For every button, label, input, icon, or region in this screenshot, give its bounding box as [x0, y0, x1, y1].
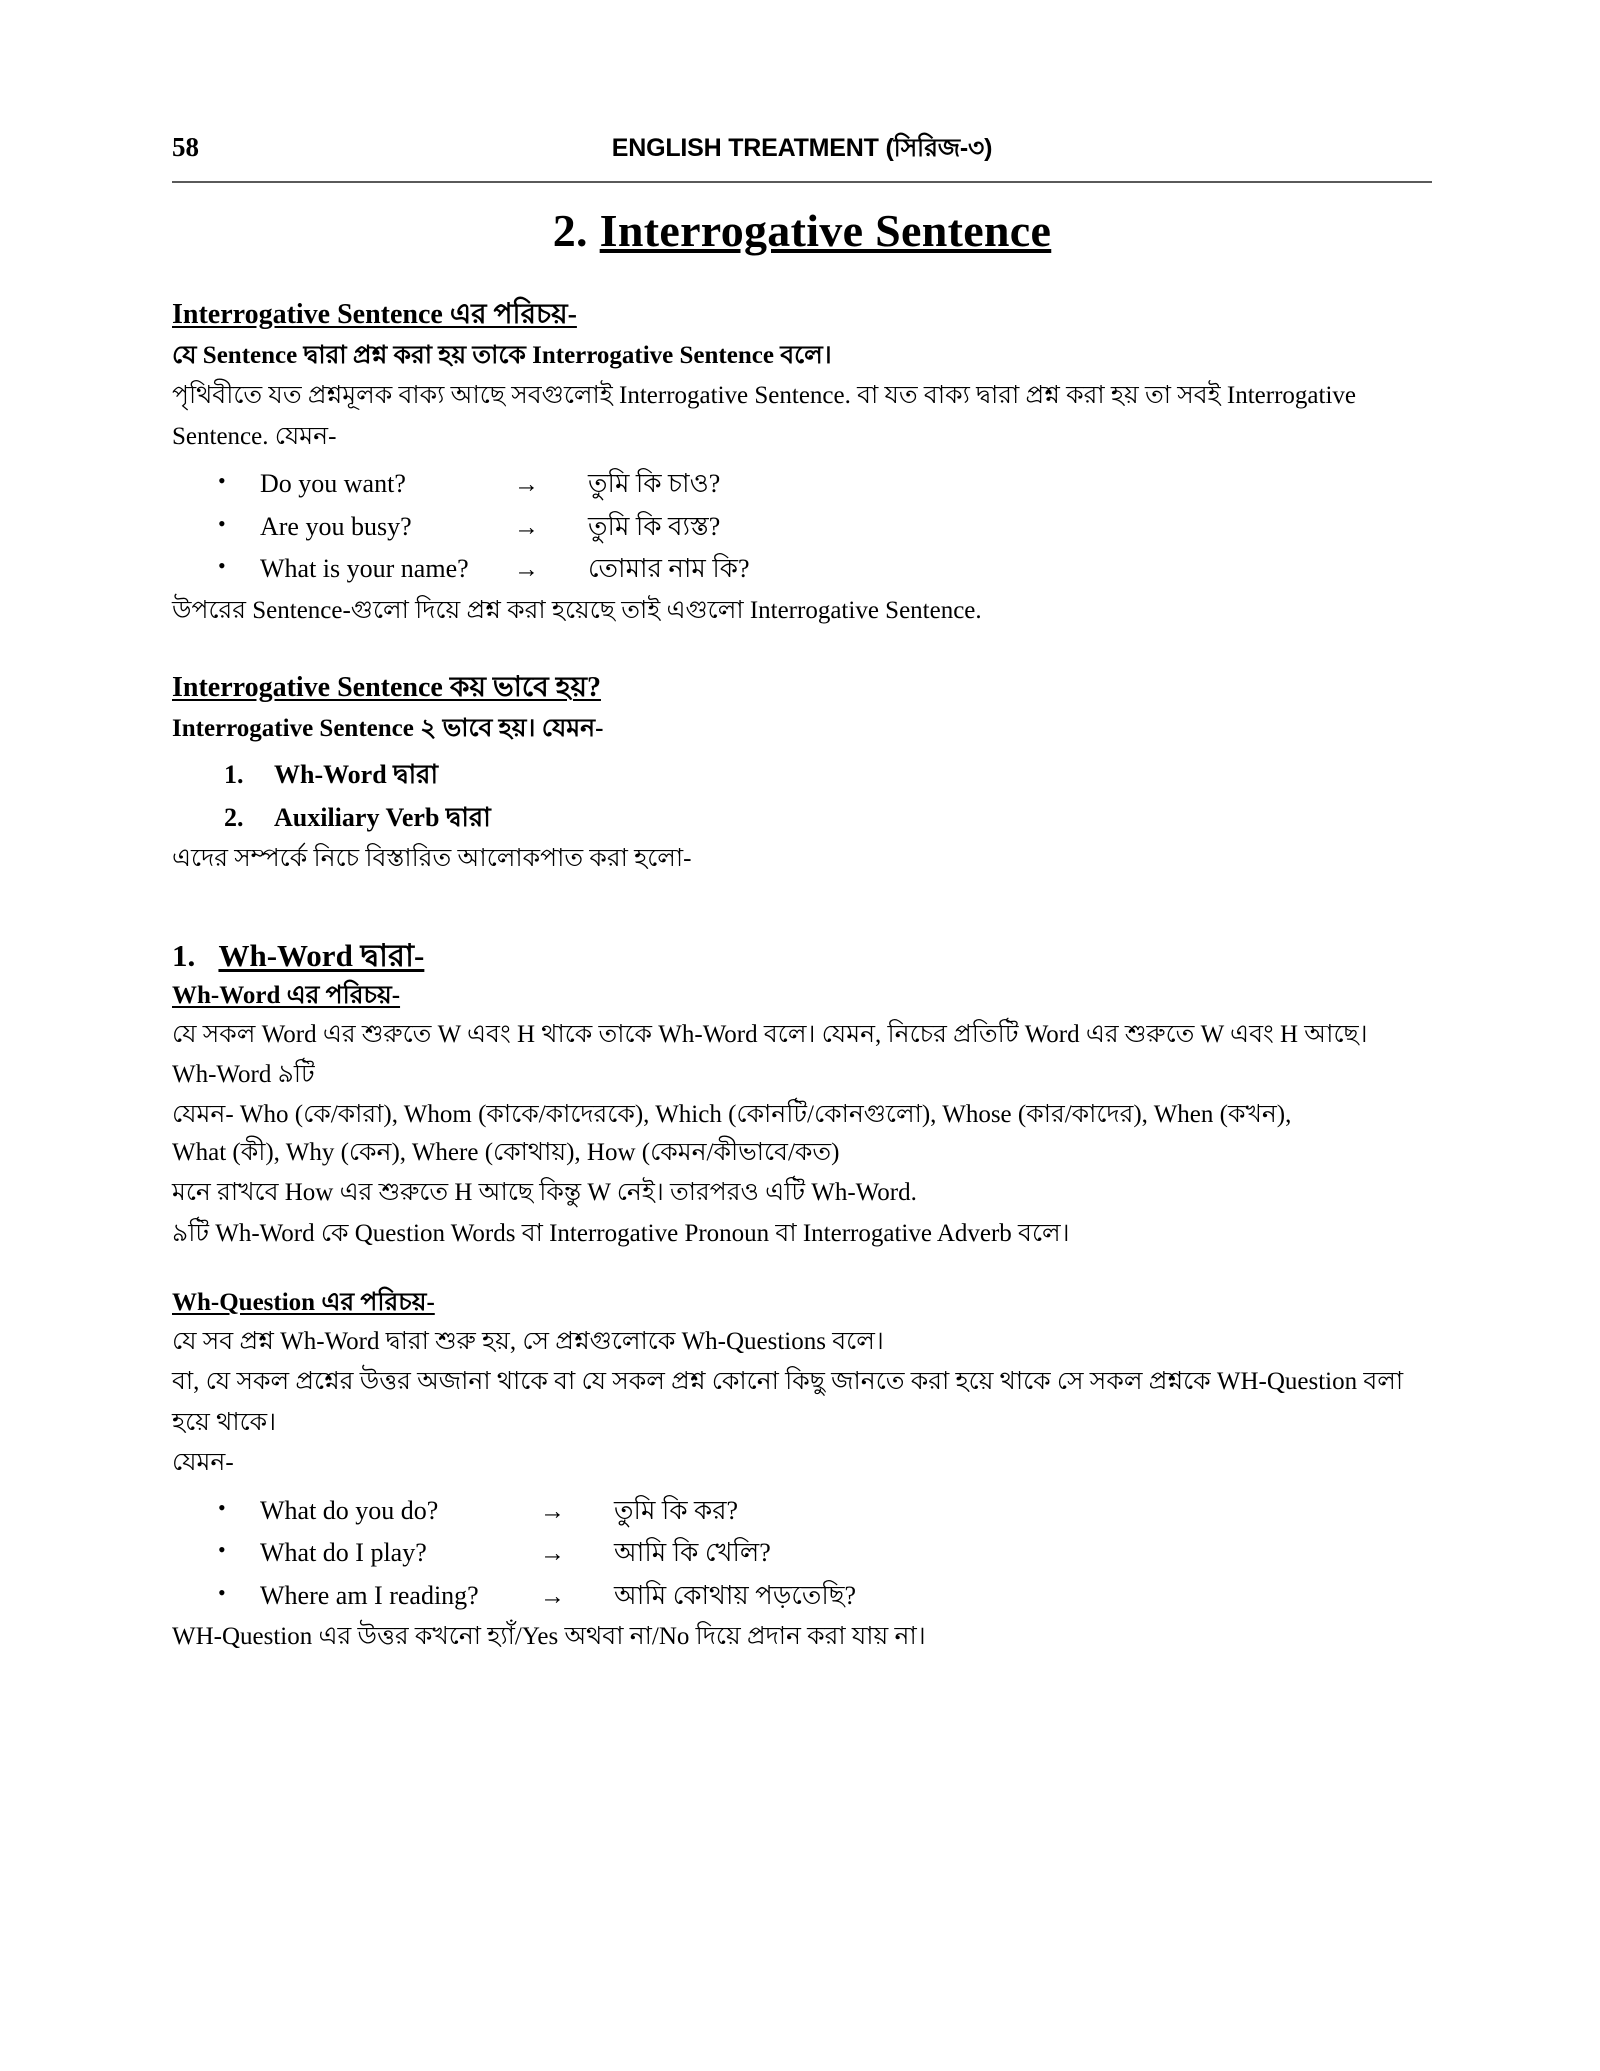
example-bangla: তুমি কি ব্যস্ত?: [588, 511, 721, 541]
list-index: 1.: [224, 759, 244, 789]
section3-note: মনে রাখবে How এর শুরুতে H আছে কিন্তু W নেই। তারপরও এটি Wh-Word.: [172, 1179, 917, 1207]
example-bangla: তুমি কি কর?: [614, 1495, 739, 1525]
section2-heading: Interrogative Sentence কয় ভাবে হয়?: [172, 672, 601, 704]
section3-definition: যে সকল Word এর শুরুতে W এবং H থাকে তাকে Wh-Word বলে। যেমন, নিচের প্রতিটি Word এর শুরুতে W এবং H আছে।: [172, 1020, 1368, 1048]
list-item: [218, 1490, 1432, 1533]
example-bangla: তোমার নাম কি?: [588, 554, 750, 584]
list-item: [218, 1575, 1432, 1618]
list-item: [218, 548, 1432, 591]
section1-closing: উপরের Sentence-গুলো দিয়ে প্রশ্ন করা হয়েছে তাই এগুলো Interrogative Sentence.: [172, 596, 982, 624]
section2-type-list: [172, 754, 1432, 839]
section4-alternate: বা, যে সকল প্রশ্নের উত্তর অজানা থাকে বা যে সকল প্রশ্ন কোনো কিছু জানতে করা হয়ে থাকে সে সকল প্রশ্নকে WH-Question বলা হয়ে থাকে।: [172, 1368, 1404, 1436]
section3-subheading: Wh-Word এর পরিচয়-: [172, 982, 401, 1010]
chapter-number: 2.: [552, 205, 588, 256]
section4-definition: যে সব প্রশ্ন Wh-Word দ্বারা শুরু হয়, সে প্রশ্নগুলোকে Wh-Questions বলে।: [172, 1327, 884, 1355]
list-label: Wh-Word দ্বারা: [274, 759, 439, 789]
page-content: [172, 0, 1432, 1658]
bullet-icon: •: [218, 468, 226, 494]
list-item: [218, 463, 1432, 506]
bullet-icon: •: [218, 1579, 226, 1605]
section4-example-label: যেমন-: [172, 1449, 234, 1477]
example-english: Do you want?: [260, 469, 406, 499]
section2-intro: Interrogative Sentence ২ ভাবে হয়। যেমন-: [172, 715, 604, 743]
section3-heading: Wh-Word দ্বারা-: [218, 937, 425, 973]
list-item: [224, 797, 1432, 840]
running-title-english: ENGLISH TREATMENT: [611, 134, 879, 162]
example-bangla: আমি কোথায় পড়তেছি?: [614, 1580, 857, 1610]
section1-explanation: পৃথিবীতে যত প্রশ্নমূলক বাক্য আছে সবগুলোই Interrogative Sentence. বা যত বাক্য দ্বারা প্রশ্ন করা হয় তা সবই Interrogative Sentence. যেমন-: [172, 382, 1356, 450]
section-interrogative-intro: [172, 294, 1432, 336]
example-english: Are you busy?: [260, 511, 412, 541]
example-english: Where am I reading?: [260, 1580, 479, 1610]
section3-synonyms: ৯টি Wh-Word কে Question Words বা Interrogative Pronoun বা Interrogative Adverb বলে।: [172, 1219, 1070, 1247]
running-title: [172, 128, 1432, 171]
section3-number: 1.: [172, 937, 196, 973]
list-item: [218, 506, 1432, 549]
chapter-title-text: Interrogative Sentence: [599, 205, 1052, 256]
chapter-title: [172, 205, 1432, 258]
bullet-icon: •: [218, 553, 226, 579]
section1-definition: যে Sentence দ্বারা প্রশ্ন করা হয় তাকে Interrogative Sentence বলে।: [172, 341, 832, 369]
bullet-icon: •: [218, 510, 226, 536]
section-interrogative-types: [172, 667, 1432, 709]
section1-heading: Interrogative Sentence এর পরিচয়-: [172, 298, 577, 330]
section3-subheading-row: [172, 977, 1432, 1015]
arrow-icon: →: [514, 513, 539, 541]
list-index: 2.: [224, 802, 244, 832]
section4-example-list: [172, 1490, 1432, 1618]
section3-count-line: Wh-Word ৯টি: [172, 1061, 315, 1089]
example-bangla: তুমি কি চাও?: [588, 469, 721, 499]
bullet-icon: •: [218, 1537, 226, 1563]
section3-whword-line-2: What (কী), Why (কেন), Where (কোথায়), How (কেমন/কীভাবে/কত): [172, 1139, 840, 1167]
arrow-icon: →: [540, 1582, 565, 1610]
running-header: [172, 0, 1432, 171]
running-title-bangla: (সিরিজ-৩): [885, 134, 993, 162]
arrow-icon: →: [514, 556, 539, 584]
page-number: 58: [172, 132, 199, 162]
section1-example-list: [172, 463, 1432, 591]
list-item: [218, 1532, 1432, 1575]
bullet-icon: •: [218, 1494, 226, 1520]
section2-closing: এদের সম্পর্কে নিচে বিস্তারিত আলোকপাত করা হলো-: [172, 845, 692, 873]
section4-heading: Wh-Question এর পরিচয়-: [172, 1289, 435, 1317]
example-english: What is your name?: [260, 554, 469, 584]
list-label: Auxiliary Verb দ্বারা: [274, 802, 491, 832]
section3-heading-row: [172, 934, 1432, 977]
example-bangla: আমি কি খেলি?: [614, 1538, 771, 1568]
section4-closing: WH-Question এর উত্তর কখনো হ্যাঁ/Yes অথবা না/No দিয়ে প্রদান করা যায় না।: [172, 1623, 926, 1651]
example-english: What do I play?: [260, 1538, 427, 1568]
header-rule: [172, 181, 1432, 183]
list-item: [224, 754, 1432, 797]
arrow-icon: →: [540, 1540, 565, 1568]
example-english: What do you do?: [260, 1495, 439, 1525]
arrow-icon: →: [514, 471, 539, 499]
section-whquestion: [172, 1284, 1432, 1322]
arrow-icon: →: [540, 1497, 565, 1525]
section3-whword-line-1: যেমন- Who (কে/কারা), Whom (কাকে/কাদেরকে), Which (কোনটি/কোনগুলো), Whose (কার/কাদের), When (কখন),: [172, 1100, 1292, 1128]
